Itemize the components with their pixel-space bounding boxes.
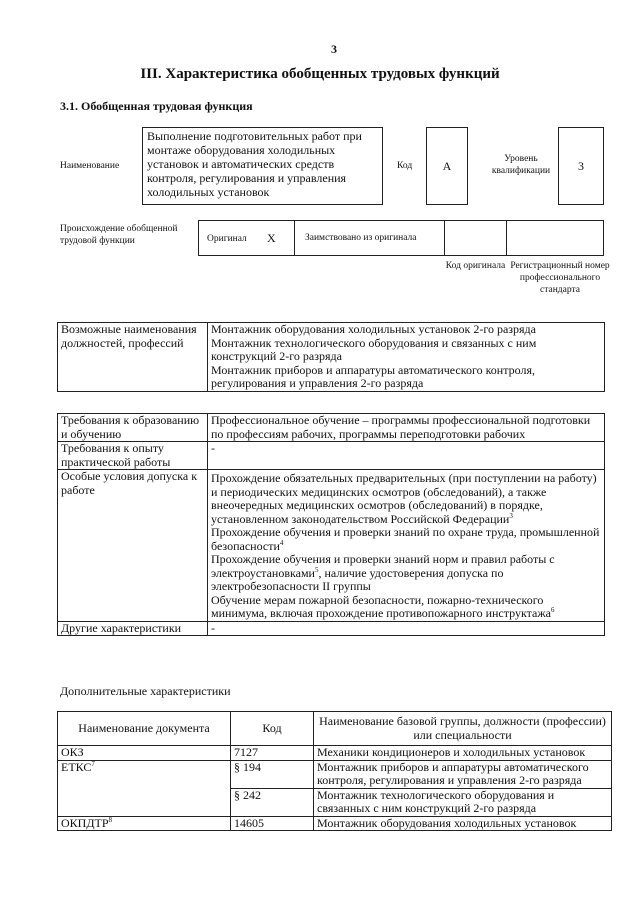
condition-item: Прохождение обучения и проверки знаний по охране труда, промышленной безопасности$^4$ <box>211 525 600 553</box>
additional-table <box>57 711 612 831</box>
reg-number-cell <box>506 220 604 256</box>
subsection-title: 3.1. Обобщенная трудовая функция <box>60 99 253 113</box>
position-item: Монтажник технологического оборудования и связанных с ним конструкций 2-го разряда <box>211 335 537 363</box>
req-value: - <box>208 621 605 636</box>
condition-item: Прохождение обязательных предварительных (при поступлении на работу) и периодических медицинских осмотров (обследований), а также внеочередных медицинских осмотров (обследований) в порядке, установленном законодательством Российской Федерации$^3$ <box>211 471 597 526</box>
col-header: Наименование базовой группы, должности (профессии) или специальности <box>314 712 612 746</box>
code-value: A <box>426 127 468 205</box>
code-original-cell <box>444 220 507 256</box>
table-row: ЕТКС$^7$ § 194 Монтажник приборов и аппаратуры автоматического контроля, регулирования и управления 2-го разряда <box>58 760 612 788</box>
section-title: III. Характеристика обобщенных трудовых функций <box>140 66 500 82</box>
positions-label: Возможные наименования должностей, профессий <box>58 323 208 392</box>
positions-table <box>57 322 605 392</box>
origin-label: Происхождение обобщенной трудовой функции <box>60 224 178 246</box>
requirements-table <box>57 413 605 636</box>
req-label: Требования к опыту практической работы <box>58 442 208 470</box>
original-mark: X <box>267 231 276 245</box>
original-cell <box>198 220 295 256</box>
position-item: Монтажник оборудования холодильных установок 2-го разряда <box>211 322 536 336</box>
table-row: ОКЗ 7127 Механики кондиционеров и холодильных установок <box>58 746 612 761</box>
level-value: 3 <box>558 127 604 205</box>
condition-item: Обучение мерам пожарной безопасности, пожарно-технического минимума, включая прохождение противопожарного инструктажа$^6$ <box>211 592 555 620</box>
req-label: Особые условия допуска к работе <box>58 470 208 622</box>
col-header: Код <box>231 712 314 746</box>
borrowed-cell: Заимствовано из оригинала <box>294 220 445 256</box>
table-row: § 242 Монтажник технологического оборудования и связанных с ним конструкций 2-го разряда <box>58 788 612 816</box>
req-label: Другие характеристики <box>58 621 208 636</box>
additional-heading: Дополнительные характеристики <box>60 684 231 698</box>
name-label: Наименование <box>60 161 120 171</box>
position-item: Монтажник приборов и аппаратуры автоматического контроля, регулирования и управления 2-го разряда <box>211 362 535 390</box>
code-original-label: Код оригинала <box>445 261 506 271</box>
req-value: - <box>208 442 605 470</box>
original-label: Оригинал <box>207 234 247 244</box>
page-number: 3 <box>331 42 337 56</box>
table-row: ОКПДТР$^8$ 14605 Монтажник оборудования холодильных установок <box>58 816 612 831</box>
req-value: Профессиональное обучение – программы профессиональной подготовки по профессиям рабочих, программы переподготовки рабочих <box>208 414 605 442</box>
code-label: Код <box>397 161 413 171</box>
condition-item: Прохождение обучения и проверки знаний норм и правил работы с электроустановками$^5$, наличие удостоверения допуска по электробезопасности II группы <box>211 552 555 593</box>
col-header: Наименование документа <box>58 712 231 746</box>
function-name-box: Выполнение подготовительных работ при монтаже оборудования холодильных установок и автоматических средств контроля, регулирования и управления холодильных установок <box>142 127 383 205</box>
level-label: Уровень квалификации <box>491 154 551 176</box>
req-label: Требования к образованию и обучению <box>58 414 208 442</box>
reg-number-label: Регистрационный номер профессионального стандарта <box>510 261 610 295</box>
